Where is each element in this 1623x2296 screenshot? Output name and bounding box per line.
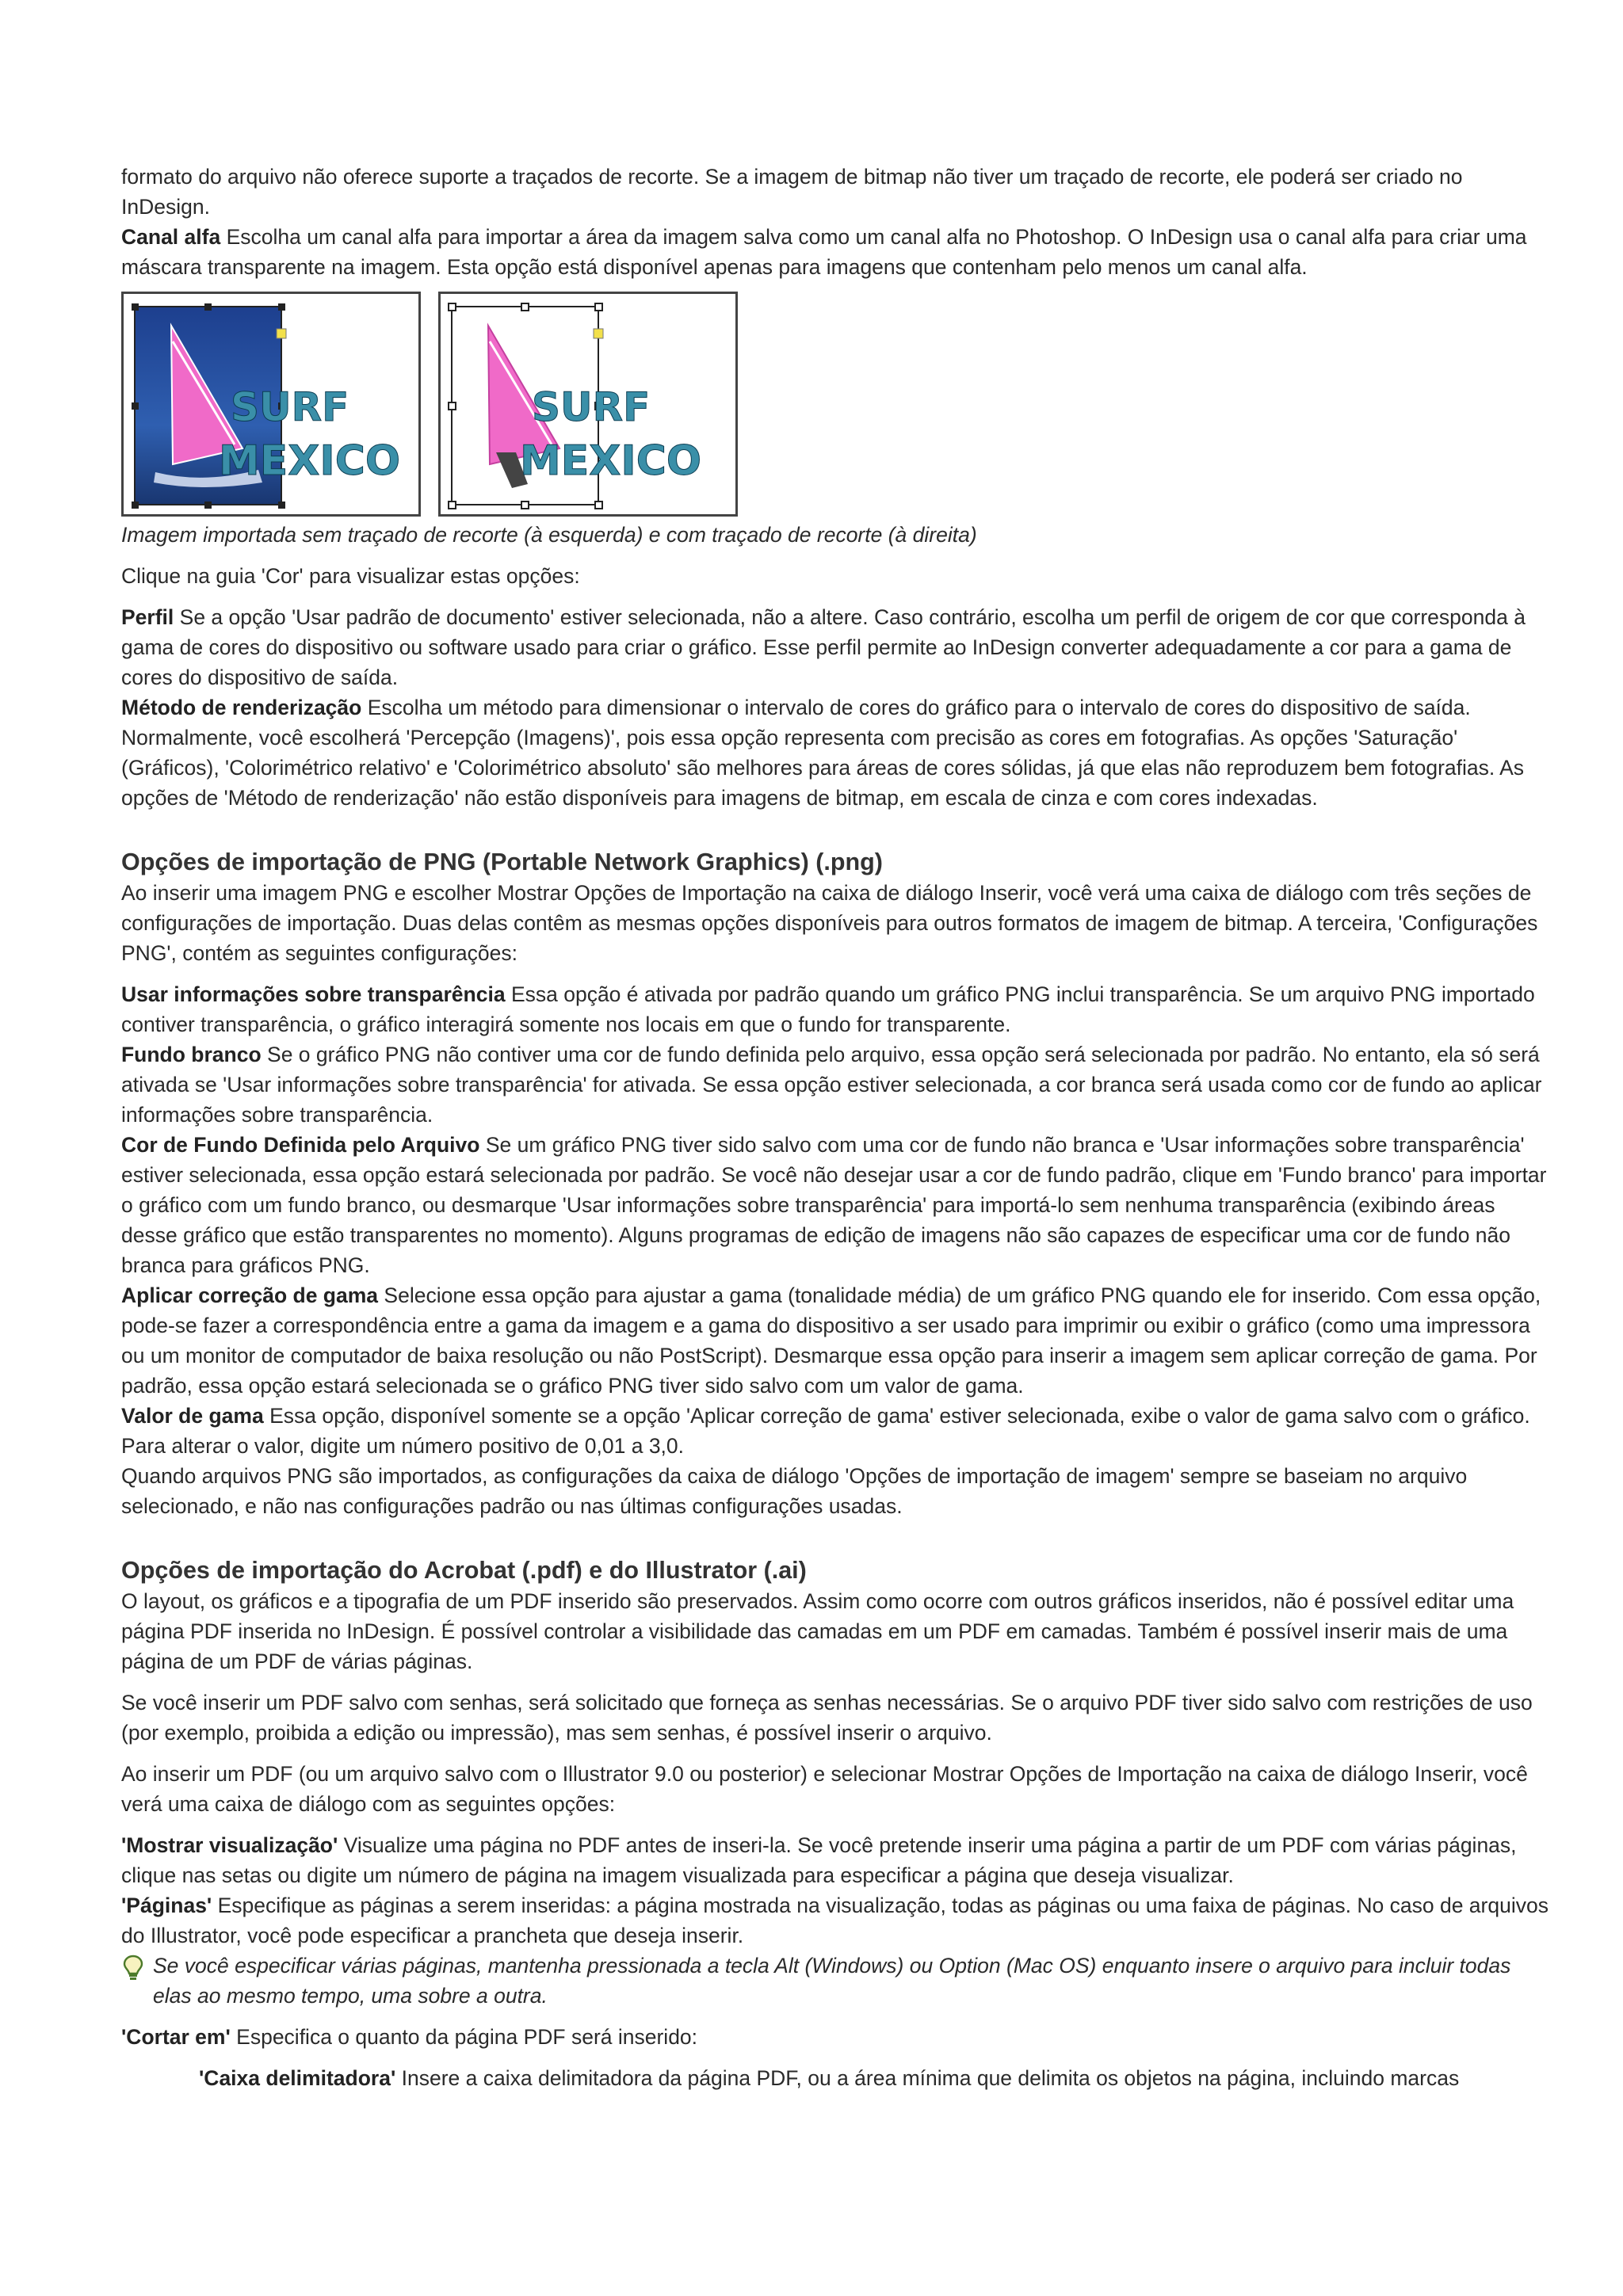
term: Aplicar correção de gama [121,1283,379,1307]
term: Valor de gama [121,1404,264,1428]
term: Usar informações sobre transparência [121,982,506,1006]
definition: Se o gráfico PNG não contiver uma cor de fundo definida pelo arquivo, essa opção será selecionada por padrão. No entanto, ela só será ativada se 'Usar informações sobre transparência' for ativada. Se essa opção estiver selecionada, a cor branca será usada como cor de fundo ao aplicar informações sobre transparência. [121,1043,1542,1127]
logo-text-line1: SURF [231,384,349,430]
png-heading: Opções de importação de PNG (Portable Network Graphics) (.png) [121,849,883,875]
logo-text-line2: MEXICO [520,437,702,485]
logo-text-line1: SURF [532,384,651,430]
term: Canal alfa [121,225,221,249]
perfil-paragraph [121,602,1554,692]
term: 'Páginas' [121,1894,212,1917]
logo-text-line2: MEXICO [219,437,401,485]
term: Cor de Fundo Definida pelo Arquivo [121,1133,480,1157]
definition: Visualize uma página no PDF antes de inseri-la. Se você pretende inserir uma página a partir de um PDF com várias páginas, clique nas setas ou digite um número de página na imagem visualizada para especificar a página que deseja visualizar. [121,1833,1517,1887]
png-item-3 [121,1280,1554,1401]
definition: Insere a caixa delimitadora da página PDF, ou a área mínima que delimita os objetos na página, incluindo marcas [401,2066,1460,2090]
png-item-2 [121,1130,1554,1280]
image-with-clipping-path [438,292,738,517]
definition: Selecione essa opção para ajustar a gama (tonalidade média) de um gráfico PNG quando ele for inserido. Com essa opção, pode-se fazer a correspondência entre a gama da imagem e a gama do dispositivo a ser usado para imprimir ou exibir o gráfico (como uma impressora ou um monitor de computador de baixa resolução ou não PostScript). Desmarque essa opção para inserir a imagem sem aplicar correção de gama. Por padrão, essa opção estará selecionada se o gráfico PNG tiver sido salvo com um valor de gama. [121,1283,1541,1398]
png-closing: Quando arquivos PNG são importados, as configurações da caixa de diálogo 'Opções de importação de imagem' sempre se baseiam no arquivo selecionado, e não nas configurações padrão ou nas últimas configurações usadas. [121,1464,1468,1518]
cortar-em-paragraph [121,2022,1554,2052]
paginas-paragraph [121,1890,1554,1951]
term: 'Mostrar visualização' [121,1833,338,1857]
mostrar-visualizacao-paragraph [121,1830,1554,1890]
definition: Essa opção é ativada por padrão quando um gráfico PNG inclui transparência. Se um arquivo PNG importado contiver transparência, o gráfico interagirá somente nos locais em que o fundo for transparente. [121,982,1535,1036]
figure-caption: Imagem importada sem traçado de recorte (à esquerda) e com traçado de recorte (à direita) [121,523,977,547]
definition: Se a opção 'Usar padrão de documento' estiver selecionada, não a altere. Caso contrário, escolha um perfil de origem de cor que corresponda à gama de cores do dispositivo ou software usado para criar o gráfico. Esse perfil permite ao InDesign converter adequadamente a cor para a gama de cores do dispositivo de saída. [121,605,1526,689]
definition: Se um gráfico PNG tiver sido salvo com uma cor de fundo não branca e 'Usar informações sobre transparência' estiver selecionada, essa opção estará selecionada por padrão. Se você não desejar usar a cor de fundo padrão, clique em 'Fundo branco' para importar o gráfico com um fundo branco, ou desmarque 'Usar informações sobre transparência' para importá-lo sem nenhuma transparência (exibindo áreas desse gráfico que estão transparentes no momento). Alguns programas de edição de imagens não são capazes de especificar uma cor de fundo não branca para gráficos PNG. [121,1133,1547,1277]
acrobat-p3: Ao inserir um PDF (ou um arquivo salvo com o Illustrator 9.0 ou posterior) e selecionar Mostrar Opções de Importação na caixa de diálogo Inserir, você verá uma caixa de diálogo com as seguintes opções: [121,1762,1528,1816]
acrobat-p1: O layout, os gráficos e a tipografia de um PDF inserido são preservados. Assim como ocorre com outros gráficos inseridos, não é possível editar uma página PDF inserida no InDesign. É possível controlar a visibilidade das camadas em um PDF em camadas. Também é possível inserir mais de uma página de um PDF de várias páginas. [121,1589,1514,1673]
metodo-paragraph [121,692,1554,813]
definition: Escolha um método para dimensionar o intervalo de cores do gráfico para o intervalo de cores do dispositivo de saída. Normalmente, você escolherá 'Percepção (Imagens)', pois essa opção representa com precisão as cores em fotografias. As opções 'Saturação' (Gráficos), 'Colorimétrico relativo' e 'Colorimétrico absoluto' são melhores para áreas de cores sólidas, já que elas não reproduzem bem fotografias. As opções de 'Método de renderização' não estão disponíveis para imagens de bitmap, em escala de cinza e com cores indexadas. [121,696,1525,810]
definition: Escolha um canal alfa para importar a área da imagem salva como um canal alfa no Photoshop. O InDesign usa o canal alfa para criar uma máscara transparente na imagem. Esta opção está disponível apenas para imagens que contenham pelo menos um canal alfa. [121,225,1527,279]
term: Método de renderização [121,696,362,719]
acrobat-p2: Se você inserir um PDF salvo com senhas, será solicitado que forneça as senhas necessárias. Se o arquivo PDF tiver sido salvo com restrições de uso (por exemplo, proibida a edição ou impressão), mas sem senhas, é possível inserir o arquivo. [121,1691,1533,1745]
acrobat-heading: Opções de importação do Acrobat (.pdf) e do Illustrator (.ai) [121,1557,807,1584]
caixa-delimitadora-paragraph [121,2063,1554,2093]
surf-mexico-image-left [124,294,418,514]
tip-text: Se você especificar várias páginas, mantenha pressionada a tecla Alt (Windows) ou Option (Mac OS) enquanto insere o arquivo para incluir todas elas ao mesmo tempo, uma sobre a outra. [153,1954,1511,2008]
top-paragraph: formato do arquivo não oferece suporte a traçados de recorte. Se a imagem de bitmap não tiver um traçado de recorte, ele poderá ser criado no InDesign. [121,165,1463,219]
canal-alfa-paragraph [121,222,1554,282]
tip-note [121,1951,1554,2011]
image-without-clipping-path [121,292,421,517]
document-page [121,162,1554,2093]
definition: Essa opção, disponível somente se a opção 'Aplicar correção de gama' estiver selecionada, exibe o valor de gama salvo com o gráfico. Para alterar o valor, digite um número positivo de 0,01 a 3,0. [121,1404,1530,1458]
png-intro: Ao inserir uma imagem PNG e escolher Mostrar Opções de Importação na caixa de diálogo Inserir, você verá uma caixa de diálogo com três seções de configurações de importação. Duas delas contêm as mesmas opções disponíveis para outros formatos de imagem de bitmap. A terceira, 'Configurações PNG', contém as seguintes configurações: [121,881,1538,965]
term: Fundo branco [121,1043,262,1066]
term: Perfil [121,605,174,629]
term: 'Caixa delimitadora' [199,2066,396,2090]
png-item-4 [121,1401,1554,1461]
definition: Especifica o quanto da página PDF será inserido: [236,2025,698,2049]
definition: Especifique as páginas a serem inseridas: a página mostrada na visualização, todas as páginas ou uma faixa de páginas. No caso de arquivos do Illustrator, você pode especificar a prancheta que deseja inserir. [121,1894,1549,1947]
png-item-0 [121,979,1554,1039]
figure-row [121,292,1554,517]
cor-intro: Clique na guia 'Cor' para visualizar estas opções: [121,564,580,588]
surf-mexico-image-right [441,294,735,514]
lightbulb-icon [121,1951,153,1989]
term: 'Cortar em' [121,2025,231,2049]
png-item-1 [121,1039,1554,1130]
